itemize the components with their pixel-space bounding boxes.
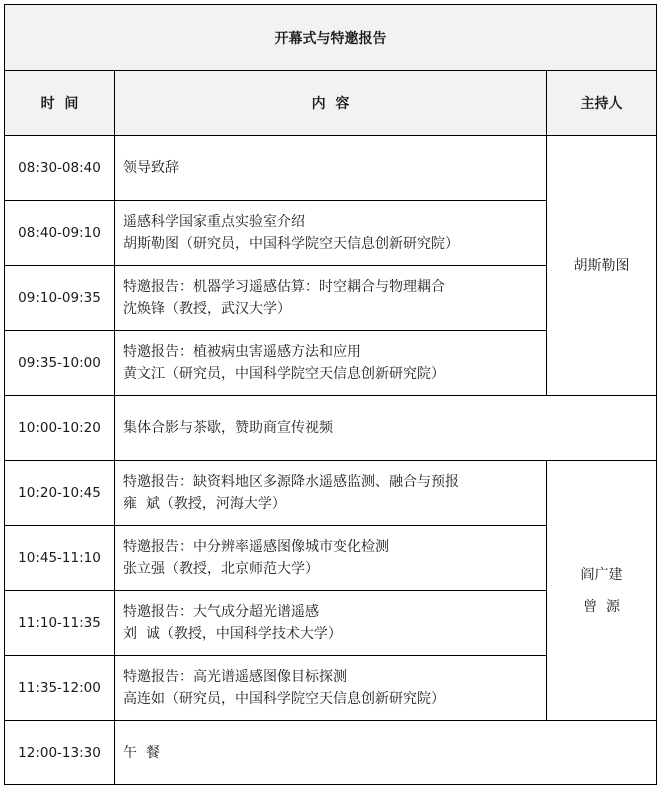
content-line: 胡斯勒图（研究员，中国科学院空天信息创新研究院） <box>123 236 459 252</box>
host-name: 曾 源 <box>583 598 620 615</box>
content-cell <box>115 656 547 721</box>
content-line: 特邀报告：大气成分超光谱遥感 <box>123 604 319 620</box>
content-cell <box>115 331 547 396</box>
time-cell: 11:35-12:00 <box>5 656 115 721</box>
content-cell <box>115 526 547 591</box>
host-name: 胡斯勒图 <box>573 257 630 274</box>
time-cell: 08:40-09:10 <box>5 201 115 266</box>
content-line: 刘 诚（教授，中国科学技术大学） <box>123 626 342 642</box>
content-line: 高连如（研究员，中国科学院空天信息创新研究院） <box>123 691 445 707</box>
content-cell <box>115 136 547 201</box>
table-row <box>5 136 657 201</box>
time-cell: 09:35-10:00 <box>5 331 115 396</box>
host-cell <box>547 461 657 721</box>
content-line: 特邀报告：缺资料地区多源降水遥感监测、融合与预报 <box>123 474 459 490</box>
content-line: 黄文江（研究员，中国科学院空天信息创新研究院） <box>123 366 445 382</box>
schedule-table <box>4 4 657 785</box>
header-content: 内 容 <box>115 71 547 136</box>
content-cell <box>115 266 547 331</box>
content-cell <box>115 396 657 461</box>
time-cell: 08:30-08:40 <box>5 136 115 201</box>
content-cell <box>115 591 547 656</box>
table-row <box>5 461 657 526</box>
time-cell: 10:45-11:10 <box>5 526 115 591</box>
content-line: 特邀报告：机器学习遥感估算：时空耦合与物理耦合 <box>123 279 445 295</box>
content-line: 遥感科学国家重点实验室介绍 <box>123 214 305 230</box>
time-cell: 11:10-11:35 <box>5 591 115 656</box>
content-cell <box>115 201 547 266</box>
content-line: 特邀报告：中分辨率遥感图像城市变化检测 <box>123 539 389 555</box>
table-row <box>5 721 657 785</box>
content-line: 沈焕锋（教授，武汉大学） <box>123 301 291 317</box>
content-line: 雍 斌（教授，河海大学） <box>123 496 286 512</box>
content-line: 特邀报告：植被病虫害遥感方法和应用 <box>123 344 361 360</box>
content-line: 集体合影与茶歇，赞助商宣传视频 <box>123 420 333 436</box>
header-host: 主持人 <box>547 71 657 136</box>
header-time: 时 间 <box>5 71 115 136</box>
content-cell <box>115 461 547 526</box>
content-line: 张立强（教授，北京师范大学） <box>123 561 319 577</box>
time-cell: 12:00-13:30 <box>5 721 115 785</box>
content-line: 午 餐 <box>123 744 160 761</box>
content-line: 领导致辞 <box>123 160 179 176</box>
table-title: 开幕式与特邀报告 <box>5 5 657 71</box>
header-row <box>5 71 657 136</box>
table-row <box>5 396 657 461</box>
content-cell <box>115 721 657 785</box>
time-cell: 10:00-10:20 <box>5 396 115 461</box>
host-cell <box>547 136 657 396</box>
time-cell: 09:10-09:35 <box>5 266 115 331</box>
content-line: 特邀报告：高光谱遥感图像目标探测 <box>123 669 347 685</box>
host-name: 阎广建 <box>580 566 623 583</box>
title-row <box>5 5 657 71</box>
time-cell: 10:20-10:45 <box>5 461 115 526</box>
